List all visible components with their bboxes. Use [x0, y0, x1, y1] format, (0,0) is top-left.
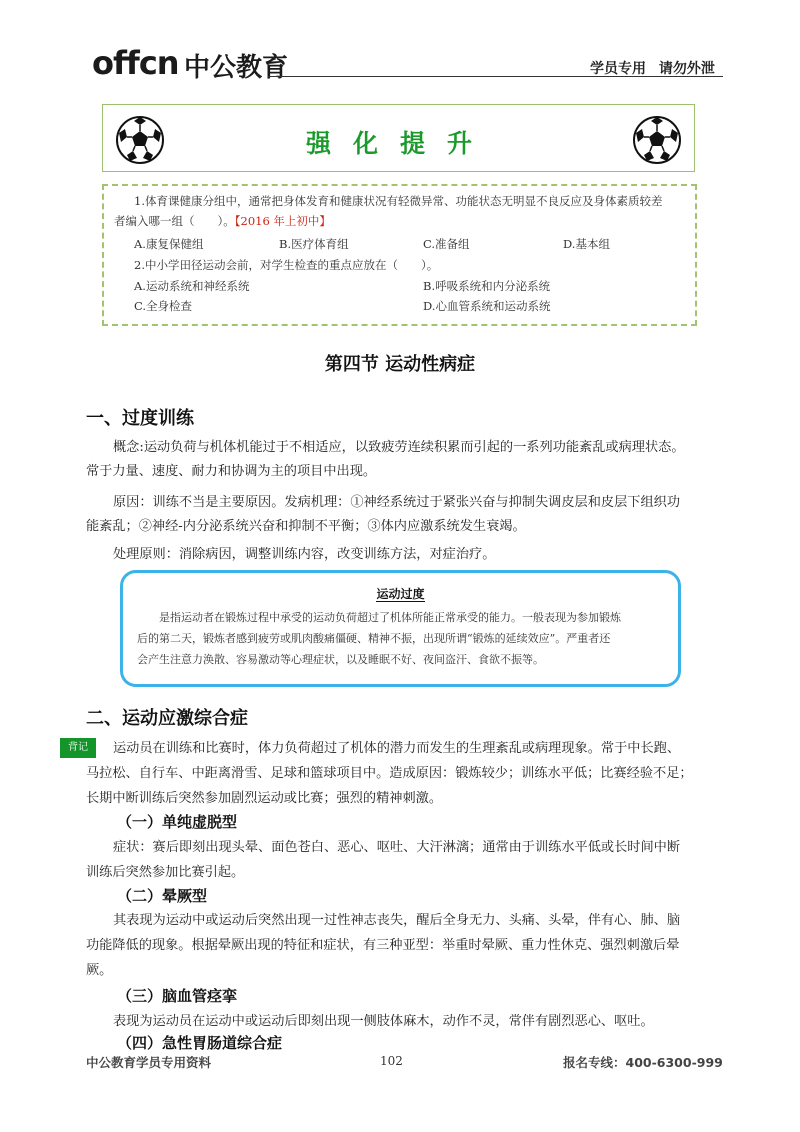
option: C.全身检查	[134, 299, 193, 313]
question-2-text: 2.中小学田径运动会前，对学生检查的重点应放在（ ）。	[134, 258, 439, 272]
note-line: 会产生注意力涣散、容易激动等心理症状，以及睡眠不好、夜间盗汗、食欲不振等。	[137, 653, 544, 666]
soccer-ball-icon	[632, 115, 682, 165]
question-1-stem-end: 者编入哪一组（ ）。	[114, 214, 235, 228]
option: C.准备组	[423, 237, 470, 251]
note-line: 是指运动者在锻炼过程中承受的运动负荷超过了机体所能正常承受的能力。一般表现为参加锻炼	[159, 611, 621, 624]
header-notice: 学员专用 请勿外泄	[590, 61, 715, 77]
option: D.心血管系统和运动系统	[423, 299, 551, 313]
footer-hotline: 报名专线：400-6300-999	[563, 1055, 723, 1070]
subheading: （一）单纯虚脱型	[117, 813, 238, 831]
option: A.康复保健组	[134, 237, 204, 251]
soccer-ball-icon	[115, 115, 165, 165]
question-1-text: 1.体育课健康分组中，通常把身体发育和健康状况有轻微异常、功能状态无明显不良反应及身体素质较差	[134, 194, 663, 208]
subheading: （三）脑血管痉挛	[117, 987, 238, 1005]
page-number: 102	[380, 1054, 403, 1068]
paragraph-line: 马拉松、自行车、中距离滑雪、足球和篮球项目中。造成原因：锻炼较少；训练水平低；比赛经验不足；	[86, 766, 693, 781]
paragraph-line: 症状：赛后即刻出现头晕、面色苍白、恶心、呕吐、大汗淋漓；通常由于训练水平低或长时间中断	[113, 840, 681, 855]
memorize-badge: 背记	[60, 738, 96, 758]
question-1-text-cont	[114, 213, 331, 229]
paragraph-line: 厥。	[86, 963, 113, 978]
logo-offcn: offcn	[92, 44, 179, 82]
footer-left: 中公教育学员专用资料	[86, 1055, 212, 1070]
banner-title: 强化提升	[305, 129, 494, 158]
paragraph-line: 处理原则：消除病因，调整训练内容，改变训练方法，对症治疗。	[113, 547, 496, 562]
note-line: 后的第二天，锻炼者感到疲劳或肌肉酸痛僵硬、精神不振，出现所谓“锻炼的延续效应”。严重者还	[137, 632, 611, 645]
paragraph-line: 训练后突然参加比赛引起。	[86, 865, 245, 880]
subheading: （四）急性胃肠道综合症	[117, 1034, 283, 1052]
option: B.呼吸系统和内分泌系统	[423, 279, 551, 293]
logo-chinese-name: 中公教育	[184, 53, 289, 83]
paragraph-line: 长期中断训练后突然参加剧烈运动或比赛；强烈的精神刺激。	[86, 791, 443, 806]
paragraph-line: 表现为运动员在运动中或运动后即刻出现一侧肢体麻木，动作不灵，常伴有剧烈恶心、呕吐。	[113, 1014, 654, 1029]
paragraph-line: 功能降低的现象。根据晕厥出现的特征和症状，有三种亚型：举重时晕厥、重力性休克、强烈刺激后晕	[86, 938, 680, 953]
subheading: （二）晕厥型	[117, 887, 208, 905]
option: A.运动系统和神经系统	[134, 279, 250, 293]
heading-stress-syndrome: 二、运动应激综合症	[86, 708, 248, 729]
question-1-exam-tag: 【2016 年上初中】	[234, 214, 331, 228]
paragraph-line: 运动员在训练和比赛时，体力负荷超过了机体的潜力而发生的生理紊乱或病理现象。常于中长跑、	[113, 741, 681, 756]
note-box-body	[137, 607, 665, 670]
note-box-title-text: 运动过度	[376, 587, 425, 601]
option: B.医疗体育组	[279, 237, 349, 251]
paragraph-line: 常于力量、速度、耐力和协调为主的项目中出现。	[86, 464, 377, 479]
paragraph-line: 其表现为运动中或运动后突然出现一过性神志丧失，醒后全身无力、头痛、头晕，伴有心、肺、脑	[113, 913, 681, 928]
section-title: 第四节 运动性病症	[324, 354, 476, 375]
paragraph-line: 原因：训练不当是主要原因。发病机理：①神经系统过于紧张兴奋与抑制失调皮层和皮层下组织功	[113, 495, 681, 510]
heading-overtraining: 一、过度训练	[86, 408, 194, 429]
paragraph-line: 概念:运动负荷与机体机能过于不相适应，以致疲劳连续积累而引起的一系列功能紊乱或病理状态。	[113, 440, 685, 455]
paragraph-line: 能紊乱；②神经-内分泌系统兴奋和抑制不平衡；③体内应激系统发生衰竭。	[86, 519, 526, 534]
note-box-title	[120, 585, 681, 602]
option: D.基本组	[563, 237, 610, 251]
